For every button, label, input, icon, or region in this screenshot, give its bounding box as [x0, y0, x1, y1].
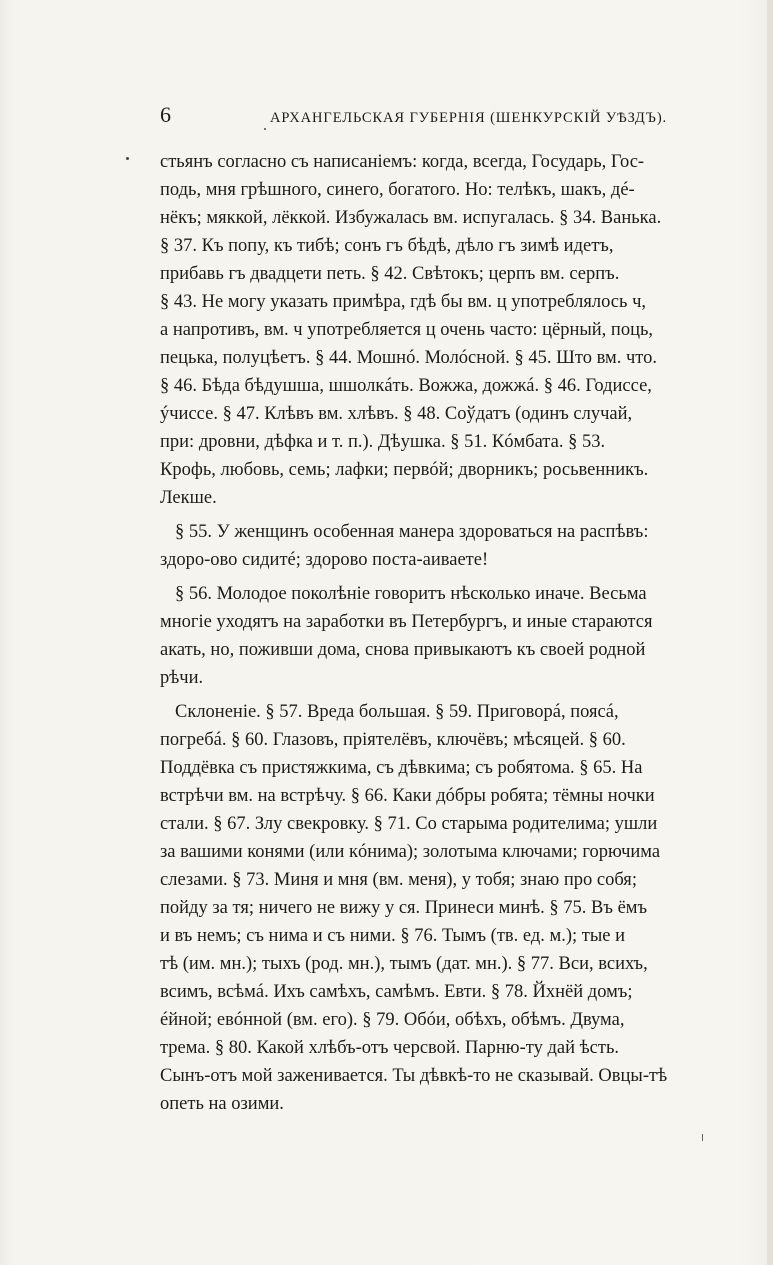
paragraph-greeting: § 55. У женщинъ особенная манера здороваться на распѣвъ: здоро-ово сидитé; здорово поста-аиваете!: [160, 522, 649, 570]
page-header: [160, 102, 735, 132]
paragraph-younger-generation: § 56. Молодое поколѣніе говоритъ нѣсколько иначе. Весьма многіе уходятъ на заработки въ Петербургъ, и иные стараются акать, но, поживши дома, снова привыкаютъ къ своей родной рѣчи.: [160, 584, 653, 688]
paragraph-phonetics: стьянъ согласно съ написаніемъ: когда, всегда, Государь, Гос- подь, мня грѣшного, синего, богатого. Но: телѣкъ, шакъ, дé- нёкъ; мяккой, лёккой. Избужалась вм. испугалась. § 34. Ванька. § 37. Къ попу, къ тибѣ; сонъ гъ бѣдѣ, дѣло гъ зимѣ идетъ, прибавь гъ двадцети петь. § 42. Свѣтокъ; церпъ вм. серпъ. § 43. Не могу указать примѣра, гдѣ бы вм. ц употреблялось ч, а напротивъ, вм. ч употребляется ц очень часто: цёрный, поць, пецька, полуцѣетъ. § 44. Мошнó. Молóсной. § 45. Што вм. что. § 46. Бѣда бѣдушша, шшолкáть. Вожжа, дожжá. § 46. Годиссе, ýчиссе. § 47. Клѣвъ вм. хлѣвъ. § 48. Соўдатъ (одинъ случай, при: дровни, дѣфка и т. п.). Дѣушка. § 51. Кóмбата. § 53. Крофь, любовь, семь; лафки; первóй; дворникъ; росьвенникъ. Лекше.: [160, 152, 662, 508]
page-edge: [767, 0, 773, 1265]
paragraph-declension: Склоненіе. § 57. Вреда большая. § 59. Приговорá, поясá, погребá. § 60. Глазовъ, пріятелёвъ, ключёвъ; мѣсяцей. § 60. Поддёвка съ пристяжкима, съ дѣвкима; съ робятома. § 65. На встрѣчи вм. на встрѣчу. § 66. Каки дóбры робята; тёмны ночки стали. § 67. Злу свекровку. § 71. Со старыма родителима; ушли за вашими конями (или кóнима); золотыма ключами; горючима слезами. § 73. Миня и мня (вм. меня), у тобя; знаю про собя; пойду за тя; ничего не вижу у ся. Принеси минѣ. § 75. Въ ёмъ и въ немъ; съ нима и съ ними. § 76. Тымъ (тв. ед. м.); тые и тѣ (им. мн.); тыхъ (род. мн.), тымъ (дат. мн.). § 77. Вси, всихъ, всимъ, всѣмá. Ихъ самѣхъ, самѣмъ. Евти. § 78. Йхнёй домъ; éйной; евóнной (вм. его). § 79. Обóи, обѣхъ, обѣмъ. Двума, трема. § 80. Какой хлѣбъ-отъ черсвой. Парню-ту дай ѣсть. Сынъ-отъ мой заженивается. Ты дѣвкѣ-то не сказывай. Овцы-тѣ опеть на озими.: [160, 702, 668, 1114]
body-text: [160, 148, 735, 1118]
ink-speck-top: [264, 128, 266, 130]
ink-mark-bottom: [702, 1134, 703, 1141]
page-number: 6: [160, 102, 171, 127]
running-title: АРХАНГЕЛЬСКАЯ ГУБЕРНІЯ (ШЕНКУРСКІЙ УѢЗДЪ).: [270, 110, 668, 126]
ink-speck-margin: [126, 157, 129, 160]
